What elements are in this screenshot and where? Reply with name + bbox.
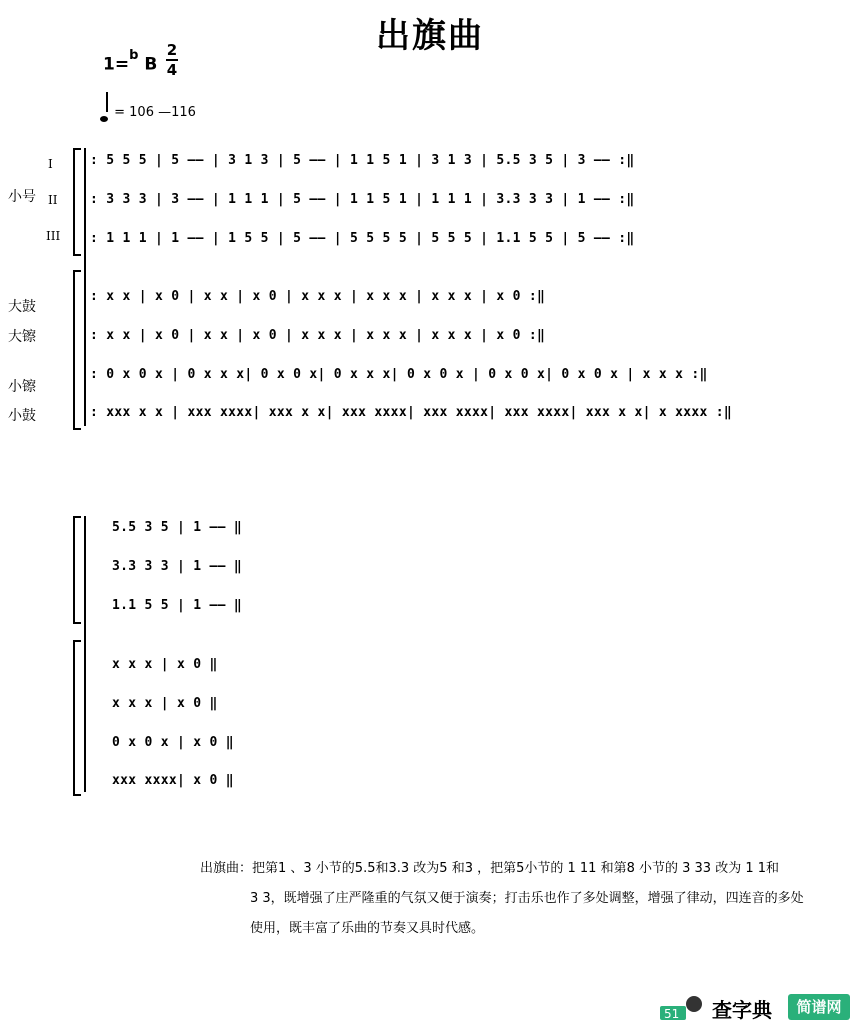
svg-text:51: 51 — [664, 1007, 680, 1021]
description-line: 出旗曲：把第1 、3 小节的5.5和3.3 改为5 和3 ，把第5小节的 1 11 和第8 小节的 3 33 改为 1 1和 — [200, 861, 779, 876]
score-row: xxx xxxx| x 0 ‖ — [112, 773, 234, 788]
score-row: : 1 1 1 | 1 —— | 1 5 5 | 5 —— | 5 5 5 5 | 5 5 5 | 1.1 5 5 | 5 —— :‖ — [90, 231, 635, 246]
system-line — [84, 148, 86, 426]
tempo-marking: = 106 —116 — [100, 96, 196, 120]
score-row: : 3 3 3 | 3 —— | 1 1 1 | 5 —— | 1 1 5 1 | 1 1 1 | 3.3 3 3 | 1 —— :‖ — [90, 192, 635, 207]
system-line — [84, 516, 86, 792]
score-row: 0 x 0 x | x 0 ‖ — [112, 735, 234, 750]
score-row: x x x | x 0 ‖ — [112, 696, 218, 711]
quarter-note-icon — [100, 116, 108, 122]
watermark-badge: 简谱网 — [788, 994, 850, 1020]
site-logo-icon — [660, 992, 704, 1022]
description-line: 使用，既丰富了乐曲的节奏又具时代感。 — [250, 921, 485, 936]
label-part-3: III — [46, 229, 61, 243]
page-title: 出旗曲 — [376, 16, 484, 56]
label-small-cymbals: 小镲 — [8, 379, 36, 395]
score-row: : x x | x 0 | x x | x 0 | x x x | x x x | x x x | x 0 :‖ — [90, 289, 546, 304]
label-snare-drum: 小鼓 — [8, 408, 36, 424]
label-cymbals: 大镲 — [8, 329, 36, 345]
score-row: : 5 5 5 | 5 —— | 3 1 3 | 5 —— | 1 1 5 1 | 3 1 3 | 5.5 3 5 | 3 —— :‖ — [90, 153, 635, 168]
label-bass-drum: 大鼓 — [8, 299, 36, 315]
score-row: 3.3 3 3 | 1 —— ‖ — [112, 559, 243, 574]
score-row: 1.1 5 5 | 1 —— ‖ — [112, 598, 243, 613]
description-line: 3 3，既增强了庄严隆重的气氛又便于演奏；打击乐也作了多处调整，增强了律动，四连音的多处 — [250, 891, 804, 906]
trumpet-bracket — [73, 516, 81, 624]
label-part-1: I — [48, 157, 53, 171]
label-part-2: II — [48, 193, 58, 207]
percussion-bracket — [73, 640, 81, 796]
score-row: : 0 x 0 x | 0 x x x| 0 x 0 x| 0 x x x| 0 x 0 x | 0 x 0 x| 0 x 0 x | x x x :‖ — [90, 367, 708, 382]
time-signature: 2 4 — [166, 41, 178, 79]
key-signature: 1=$^b$ B — [103, 48, 158, 75]
percussion-bracket — [73, 270, 81, 430]
trumpet-bracket — [73, 148, 81, 256]
watermark-text: 查字典 — [712, 998, 772, 1022]
score-row: : x x | x 0 | x x | x 0 | x x x | x x x | x x x | x 0 :‖ — [90, 328, 546, 343]
label-trumpet: 小号 — [8, 189, 36, 205]
score-row: 5.5 3 5 | 1 —— ‖ — [112, 520, 243, 535]
score-row: x x x | x 0 ‖ — [112, 657, 218, 672]
score-row: : xxx x x | xxx xxxx| xxx x x| xxx xxxx| xxx xxxx| xxx xxxx| xxx x x| x xxxx :‖ — [90, 405, 733, 420]
